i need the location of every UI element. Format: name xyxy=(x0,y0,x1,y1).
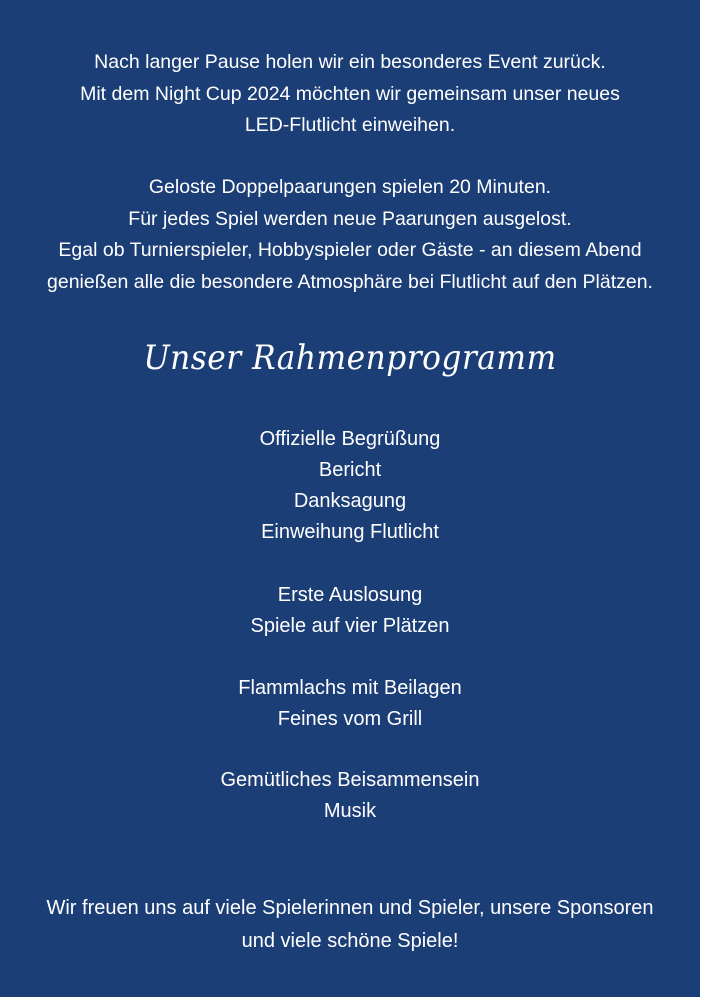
program-item: Offizielle Begrüßung xyxy=(259,428,441,450)
program-item: Flammlachs mit Beilagen xyxy=(238,677,462,699)
rules-line: Egal ob Turnierspieler, Hobbyspieler oder Gäste - an diesem Abend xyxy=(58,239,642,261)
rules-line: genießen alle die besondere Atmosphäre bei Flutlicht auf den Plätzen. xyxy=(47,270,653,293)
program-title: Unser Rahmenprogramm xyxy=(143,338,557,378)
program-group-games xyxy=(0,580,700,642)
program-item: Feines vom Grill xyxy=(277,708,423,730)
program-item: Gemütliches Beisammensein xyxy=(220,769,480,791)
rules-line: Geloste Doppelpaarungen spielen 20 Minuten. xyxy=(148,176,552,198)
rules-line: Für jedes Spiel werden neue Paarungen ausgelost. xyxy=(128,207,572,230)
program-group-food xyxy=(0,673,700,735)
program-item: Einweihung Flutlicht xyxy=(261,521,439,543)
closing-line: und viele schöne Spiele! xyxy=(241,930,459,952)
intro-line: Mit dem Night Cup 2024 möchten wir gemeinsam unser neues xyxy=(80,82,620,105)
intro-line: LED-Flutlicht einweihen. xyxy=(244,114,456,136)
page-edge xyxy=(700,0,704,997)
program-item: Musik xyxy=(323,800,377,822)
closing-line: Wir freuen uns auf viele Spielerinnen und Spieler, unsere Sponsoren xyxy=(46,897,654,919)
rules-paragraph xyxy=(0,172,700,298)
program-item: Erste Auslosung xyxy=(277,584,423,606)
program-item: Danksagung xyxy=(293,490,407,512)
program-group-welcome xyxy=(0,424,700,548)
closing-paragraph xyxy=(0,892,700,958)
intro-line: Nach langer Pause holen wir ein besonderes Event zurück. xyxy=(94,51,606,73)
program-item: Bericht xyxy=(318,459,382,481)
program-group-social xyxy=(0,765,700,827)
program-item: Spiele auf vier Plätzen xyxy=(250,615,450,637)
intro-paragraph xyxy=(0,47,700,142)
